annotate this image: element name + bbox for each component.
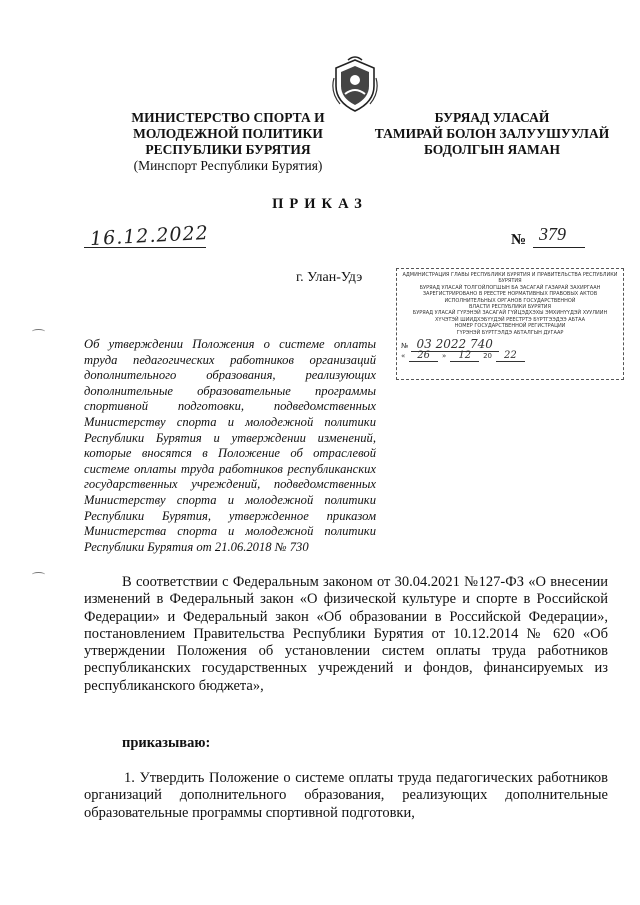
stamp-line: АДМИНИСТРАЦИЯ ГЛАВЫ РЕСПУБЛИКИ БУРЯТИЯ И ПРАВИТЕЛЬСТВА РЕСПУБЛИКИ БУРЯТИЯ [402, 272, 618, 285]
ministry-short-name: (Минспорт Республики Бурятия) [133, 158, 323, 173]
stamp-line: НОМЕР ГОСУДАРСТВЕННОЙ РЕГИСТРАЦИИ [454, 323, 566, 330]
stamp-line: ИСПОЛНИТЕЛЬНЫХ ОРГАНОВ ГОСУДАРСТВЕННОЙ [444, 297, 576, 304]
ministry-name-russian [118, 110, 338, 174]
order-word: приказываю: [122, 735, 211, 751]
ministry-line: МИНИСТЕРСТВО СПОРТА И [131, 110, 325, 125]
city-name: г. Улан-Удэ [296, 270, 363, 285]
stamp-line: ВЛАСТИ РЕСПУБЛИКИ БУРЯТИЯ [468, 304, 551, 311]
stamp-registration-number: № 03 2022 740 [401, 341, 619, 349]
preamble-paragraph: В соответствии с Федеральным законом от 30.04.2021 №127-ФЗ «О внесении изменений в Федеральный закон «О физической культуре и спорте в Российской Федерации» и Федеральный закон «Об образовании в Российской Федерации», постановлением Правительства Республики Бурятия от 10.12.2014 № 620 «Об утверждении Положения об установлении систем оплаты труда работников республиканских государственных учреждений и фондов, финансируемых из республиканского бюджета», [84, 574, 608, 694]
registration-month: 12 [450, 350, 479, 362]
stamp-line: ГҮРЭНЭЙ БҮРТГЭЛДЭ АБТАЛГЫН ДУГААР [456, 329, 564, 336]
registration-year-prefix: 20 [483, 352, 492, 361]
order-item-1: 1. Утвердить Положение о системе оплаты труда педагогических работников организаций дополнительного образования, реализующих дополнительные образовательные программы спортивной подготовки, [84, 770, 608, 821]
ministry-line: МОЛОДЕЖНОЙ ПОЛИТИКИ [133, 126, 323, 141]
stamp-line: БУРЯАД УЛАСАЙ ТОЛГОЙЛОГШЫН БА ЗАСАГАЙ ГАЗАРАЙ ЗАХИРГААН [419, 284, 601, 291]
number-underline [533, 247, 585, 248]
ministry-line: БОДОЛГЫН ЯАМАН [423, 142, 561, 157]
date-underline [84, 247, 206, 248]
registration-stamp [396, 268, 624, 380]
ministry-line: БУРЯАД УЛАСАЙ [434, 110, 550, 125]
registration-day: 26 [409, 350, 438, 362]
registration-year: 22 [496, 350, 525, 362]
handwritten-number: 379 [539, 224, 566, 244]
stamp-registration-date: « 26 » 12 20 22 [401, 353, 619, 359]
stamp-line: БУРЯАД УЛАСАЙ ГҮРЭНЭЙ ЗАСАГАЙ ГҮЙЦЭДХЭХЫ ЭМХИНҮҮДЭЙ ХУУЛИИН [412, 310, 608, 317]
stamp-line: ЗАРЕГИСТРИРОВАНО В РЕЕСТРЕ НОРМАТИВНЫХ ПРАВОВЫХ АКТОВ [422, 291, 598, 298]
ministry-line: ТАМИРАЙ БОЛОН ЗАЛУУШУУЛАЙ [374, 126, 610, 141]
stamp-line: ХҮЧЭТЭЙ ШИИДХЭБҮҮДЭЙ РЕЕСТРТЭ БҮРТГЭЭДЭЭ АБТАА [434, 316, 586, 323]
coat-of-arms-emblem [330, 56, 380, 114]
document-subject: Об утверждении Положения о системе оплаты труда педагогических работников организаций дополнительного образования, реализующих дополнительные образовательные программы спортивной подготовки, подведомственных Министерству спорта и молодежной политики Республики Бурятия и утверждении изменений, которые вносятся в Положение об отраслевой системе оплаты труда работников республиканских государственных учреждений, подведомственных Министерству спорта и молодежной политики Республики Бурятия, утвержденное приказом Министерства спорта и молодежной политики Республики Бурятия от 21.06.2018 № 730 [84, 337, 376, 554]
ministry-line: РЕСПУБЛИКИ БУРЯТИЯ [145, 142, 311, 157]
margin-mark [32, 572, 45, 577]
handwritten-date: 16.12.2022 [89, 221, 210, 251]
margin-mark [32, 329, 45, 334]
document-title: ПРИКАЗ [272, 196, 368, 212]
registration-number-handwritten: 03 2022 740 [411, 337, 499, 352]
number-label: № [511, 232, 527, 248]
ministry-name-buryat [372, 110, 612, 158]
